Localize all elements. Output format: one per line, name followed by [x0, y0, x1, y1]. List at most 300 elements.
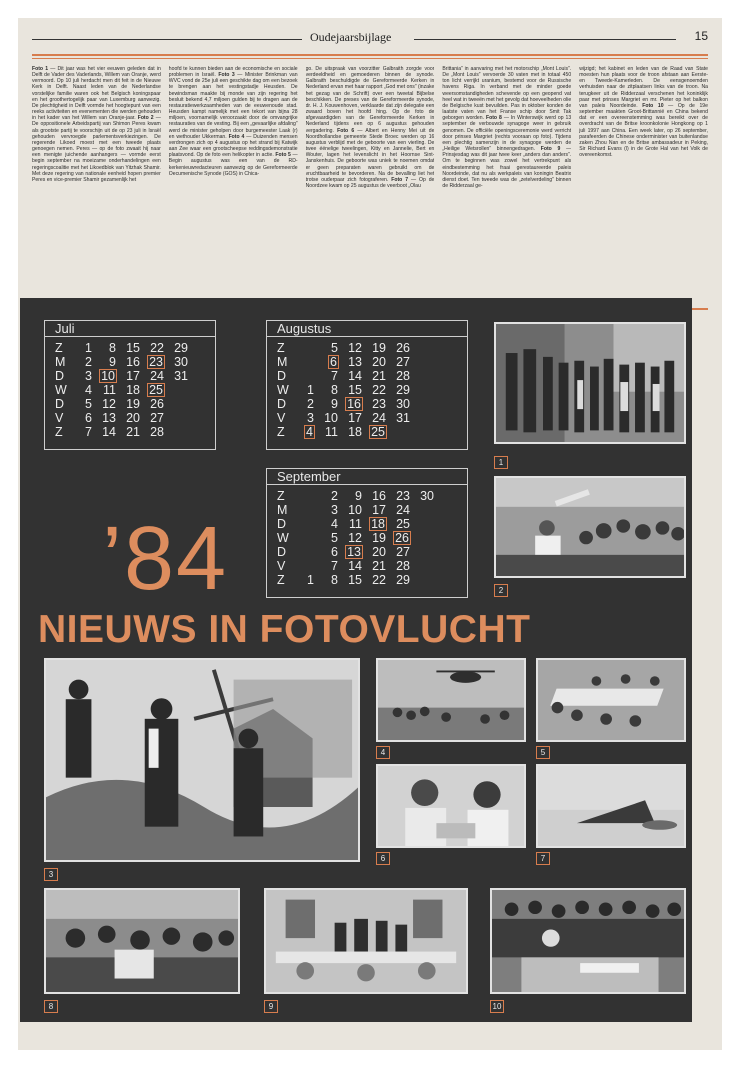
calendar-row — [55, 397, 193, 411]
calendar-row — [277, 545, 439, 559]
photo-image — [378, 660, 524, 740]
calendar-date — [415, 531, 439, 545]
calendar-grid — [55, 341, 193, 439]
calendar-date — [97, 341, 121, 355]
calendar-date-value: 12 — [348, 341, 362, 355]
calendar-date-value: 2 — [331, 489, 338, 503]
calendar-date-value: 16 — [372, 489, 386, 503]
photo-image — [46, 890, 238, 992]
calendar-date-value: 28 — [396, 369, 410, 383]
photo-image — [496, 324, 684, 442]
calendar-date — [97, 411, 121, 425]
calendar-date-value: 11 — [325, 425, 338, 439]
calendar-date — [319, 383, 343, 397]
photo-image — [378, 766, 524, 846]
article-text: go. De uitspraak van voorzitter Galbraith zorgde voor verdeeldheid en gemoederen binnen de synode. Galbraith beschuldigde de Gereformeerde Kerken in Nederland ervan met haar rapport „God met ons” (inzake het gezag van de Schrift) over een tweetal Bijbelse beschikken. De preses van de Gereformeerde synode, dr. H. J. Kouwenhoven, verklaarde dat zijn delegatie een zwaard boven het hoofd hing. Op de foto de afgevaardigden van de Gereformeerde Kerken in Nederland tijdens een op 6 augustus gehouden vergadering. Foto 6 — Albert en Henny Mei uit de Noordhollandse gemeente Stede Broec werden op 16 augustus verblijd met de geboorte van een vierling. De twee éénelige tweelingen, Kitty en Jannelie, Bert en Wouter, lagen het levenslicht in het Hoornse Sint-Janskenhuis. De geboorte was uniek te noemen omdat er geen preparaten waren gebruikt om de vruchtbaarheid te bevorderen. Na de bevalling liet het trotse ouderpaar zich fotograferen. Foto 7 — Op de Noordzee kwam op 25 augustus de veerboot „Olau — [305, 66, 435, 189]
calendar-date-value: 18 — [348, 425, 362, 439]
calendar-date — [343, 355, 367, 369]
photo-number: 9 — [264, 1000, 278, 1013]
calendar-date-value: 24 — [396, 503, 410, 517]
calendar-date-value: 17 — [126, 369, 140, 383]
calendar-date — [319, 517, 343, 531]
calendar-row — [55, 369, 193, 383]
article-column-1 — [32, 66, 161, 306]
calendar-date — [73, 341, 97, 355]
photo-quadruplets-parents — [376, 764, 526, 848]
calendar-date — [367, 355, 391, 369]
calendar-weekday: D — [277, 397, 287, 411]
article-text: hoofd te kunnen bieden aan de economische en sociale problemen in Israël. Foto 3 — Minister Brinkman van WVC vond de 25e juli een geschikte dag om een bezoek te brengen aan het vestingstadje Heusden. De bewindsman maakte bij monde van zijn regering het besluit bekend 4,7 miljoen gulden bij te dragen aan de restauratiewerkzaamheden van de eeuwenoude stad. Heusden kampt namelijk met een tekort van bijna 28 miljoen, voornamelijk veroorzaakt door de omvangrijke restauraties van de vesting. Bij een „gevaarlijke afdaling” werd de minister geholpen door burgemeester Laak (r) en wethouder Ukkerman. Foto 4 — Duizenden mensen verdrongen zich op 4 augustus op het strand bij Katwijk aan Zee waar een grootscheepse reddingsdemonstratie plaatsvond. Op de foto een helikopter in actie. Foto 5 — Begin augustus was een van de RD-kerkenieuwredacteuren aanwezig op de Gereformeerde Oecumenische Synode (GOS) in Chica- — [168, 66, 298, 177]
article-column-4 — [442, 66, 571, 306]
calendar-date-value: 16 — [126, 355, 140, 369]
photo-image — [266, 890, 466, 992]
calendar-date — [295, 489, 319, 503]
calendar-row — [55, 383, 193, 397]
calendar-date — [415, 517, 439, 531]
article-column-2 — [169, 66, 298, 306]
calendar-weekday: D — [277, 517, 287, 531]
calendar-date-value: 5 — [85, 397, 92, 411]
calendar-date — [169, 369, 193, 383]
calendar-date — [169, 383, 193, 397]
calendar-date — [169, 397, 193, 411]
photo-helicopter-rescue — [376, 658, 526, 742]
calendar-date — [319, 397, 343, 411]
calendar-date-value: 3 — [85, 369, 92, 383]
calendar-date-value: 14 — [348, 369, 362, 383]
calendar-date-value: 14 — [102, 425, 116, 439]
calendar-date — [367, 517, 391, 531]
calendar-weekday: V — [277, 411, 286, 425]
calendar-date — [73, 425, 97, 439]
calendar-date-value: 8 — [331, 383, 338, 397]
calendar-date — [121, 425, 145, 439]
calendar-date-value: 29 — [396, 383, 410, 397]
calendar-weekday: V — [277, 559, 286, 573]
calendar-date-value: 5 — [331, 341, 338, 355]
calendar-row — [277, 397, 415, 411]
calendar-date — [145, 425, 169, 439]
article-text: wijzigd; het kabinet en leden van de Raad van State moesten hun plaats voor de troon afstaan aan Eerste- en Tweede-Kamerleden. De eensgenoemden verhuisden naar de zitplaatsen links van de troon. Na terugkeer uit de Ridderzaal verschenen het koninklijk paar met prinses Margriet en mr. Pieter op het balkon van paleis Noordeinde. Foto 10 — Op de 19e september maakten Groot-Brittannië en China bekend dat er een overeenstemming was bereikt over de overdracht van de Britse kroonkolonie Hongkong op 1 juli 1997 aan China. Een week later, op 26 september, parafeerden de Chinese onderminister van buitenlandse zaken Zhou Nan en de Britse ambassadeur in Peking, Sir Richard Evans (l) in de Grote Hal van het Volk de overeenkomst. — [579, 66, 708, 159]
calendar-date — [169, 355, 193, 369]
article-column-5 — [579, 66, 708, 306]
calendar-date — [367, 531, 391, 545]
calendar-date-value: 6 — [85, 411, 92, 425]
calendar-date — [343, 517, 367, 531]
calendar-date-value: 18 — [371, 517, 385, 531]
calendar-september — [266, 468, 468, 598]
calendar-row — [55, 355, 193, 369]
calendar-date — [391, 425, 415, 439]
calendar-date-value: 30 — [420, 489, 434, 503]
calendar-date — [145, 397, 169, 411]
calendar-row — [55, 425, 193, 439]
calendar-date — [367, 425, 391, 439]
calendar-date-value: 12 — [102, 397, 116, 411]
calendar-date-value: 1 — [85, 341, 92, 355]
article-columns — [32, 66, 708, 306]
calendar-weekday: D — [55, 369, 65, 383]
calendar-date-value: 22 — [150, 341, 164, 355]
calendar-row — [55, 411, 193, 425]
photo-synagogue-winterswijk — [44, 888, 240, 994]
section-title: Oudejaarsbijlage — [310, 30, 392, 44]
photo-peres-crowd — [494, 476, 686, 578]
calendar-date — [343, 411, 367, 425]
calendar-date-value: 29 — [396, 573, 410, 587]
calendar-weekday: D — [277, 545, 287, 559]
calendar-date-value: 21 — [126, 425, 140, 439]
calendar-date — [319, 545, 343, 559]
calendar-row — [55, 341, 193, 355]
calendar-date — [97, 397, 121, 411]
calendar-date — [391, 545, 415, 559]
calendar-date — [415, 559, 439, 573]
photo-number: 5 — [536, 746, 550, 759]
calendar-weekday: M — [277, 355, 288, 369]
calendar-date — [73, 411, 97, 425]
calendar-date — [121, 355, 145, 369]
calendar-date — [295, 545, 319, 559]
photo-number: 8 — [44, 1000, 58, 1013]
calendar-date-value: 5 — [331, 531, 338, 545]
calendar-date — [343, 341, 367, 355]
calendar-date — [343, 545, 367, 559]
calendar-date — [319, 425, 343, 439]
calendar-weekday: M — [277, 503, 288, 517]
calendar-date-value: 14 — [348, 559, 362, 573]
calendar-date-value: 7 — [331, 369, 338, 383]
calendar-july — [44, 320, 216, 450]
calendar-date — [319, 573, 343, 587]
calendar-date-value: 3 — [331, 503, 338, 517]
calendar-weekday: Z — [277, 573, 285, 587]
calendar-date-value: 9 — [355, 489, 362, 503]
calendar-weekday: Z — [55, 425, 63, 439]
calendar-date-value: 21 — [372, 559, 386, 573]
calendar-date-value: 26 — [396, 341, 410, 355]
calendar-row — [277, 503, 439, 517]
calendar-date — [343, 489, 367, 503]
calendar-date-value: 28 — [396, 559, 410, 573]
calendar-date — [319, 355, 343, 369]
calendar-row — [277, 383, 415, 397]
calendar-date — [367, 559, 391, 573]
photo-balcony-noordeinde — [264, 888, 468, 994]
calendar-date-value: 2 — [307, 397, 314, 411]
calendar-date — [391, 383, 415, 397]
calendar-row — [277, 573, 439, 587]
calendar-date — [145, 341, 169, 355]
header-rule-right — [414, 39, 676, 40]
calendar-date-value: 4 — [85, 383, 92, 397]
calendar-date — [319, 369, 343, 383]
calendar-date-value: 13 — [102, 411, 116, 425]
calendar-date — [391, 369, 415, 383]
article-column-3 — [306, 66, 435, 306]
photo-number: 4 — [376, 746, 390, 759]
calendar-date — [295, 341, 319, 355]
calendar-date-value: 27 — [150, 411, 164, 425]
calendar-date-value: 16 — [347, 397, 361, 411]
calendar-date — [97, 425, 121, 439]
calendar-row — [277, 559, 439, 573]
calendar-date — [343, 531, 367, 545]
calendar-date-value: 15 — [348, 383, 362, 397]
calendar-date — [121, 397, 145, 411]
calendar-row — [277, 425, 415, 439]
calendar-date-value: 26 — [150, 397, 164, 411]
calendar-date — [319, 411, 343, 425]
calendar-date-value: 26 — [395, 531, 409, 545]
calendar-date — [97, 383, 121, 397]
calendar-date — [169, 341, 193, 355]
calendar-row — [277, 489, 439, 503]
calendar-date — [367, 341, 391, 355]
calendar-date — [73, 369, 97, 383]
page-header — [18, 28, 722, 48]
photo-royal-commemoration — [494, 322, 686, 444]
photo-image — [492, 890, 684, 992]
calendar-date — [367, 411, 391, 425]
calendar-date — [73, 383, 97, 397]
calendar-date — [367, 383, 391, 397]
calendar-date-value: 18 — [126, 383, 140, 397]
calendar-date — [343, 573, 367, 587]
calendar-date-value: 23 — [149, 355, 163, 369]
calendar-date-value: 25 — [149, 383, 163, 397]
top-accent-rule — [32, 54, 708, 56]
photo-number: 7 — [536, 852, 550, 865]
calendar-date-value: 6 — [331, 545, 338, 559]
calendar-date-value: 17 — [372, 503, 386, 517]
calendar-month-title: September — [267, 469, 467, 485]
calendar-date — [295, 369, 319, 383]
page-number: 15 — [694, 29, 708, 43]
calendar-date-value: 1 — [307, 383, 314, 397]
calendar-date-value: 24 — [150, 369, 164, 383]
photo-feature-panel — [20, 298, 692, 1022]
calendar-date-value: 24 — [372, 411, 386, 425]
calendar-date — [391, 573, 415, 587]
calendar-date — [169, 425, 193, 439]
calendar-date-value: 21 — [372, 369, 386, 383]
calendar-row — [277, 411, 415, 425]
calendar-grid — [277, 489, 439, 587]
calendar-date — [343, 383, 367, 397]
calendar-date — [295, 425, 319, 439]
calendar-date — [295, 383, 319, 397]
calendar-date-value: 9 — [331, 397, 338, 411]
photo-image — [538, 766, 684, 846]
calendar-date-value: 17 — [348, 411, 362, 425]
calendar-weekday: Z — [277, 489, 285, 503]
calendar-date — [73, 397, 97, 411]
top-accent-rule-thin — [32, 58, 708, 59]
calendar-date — [343, 503, 367, 517]
calendar-date — [391, 503, 415, 517]
photo-sunken-ship — [536, 764, 686, 848]
calendar-weekday: W — [277, 531, 289, 545]
photo-image — [496, 478, 684, 576]
calendar-date — [391, 355, 415, 369]
calendar-month-title: Augustus — [267, 321, 467, 337]
calendar-weekday: D — [55, 397, 65, 411]
calendar-date-value: 10 — [101, 369, 115, 383]
calendar-date-value: 7 — [331, 559, 338, 573]
calendar-weekday: D — [277, 369, 287, 383]
calendar-date — [319, 531, 343, 545]
calendar-date-value: 27 — [396, 545, 410, 559]
calendar-date — [391, 517, 415, 531]
calendar-date — [319, 503, 343, 517]
calendar-date — [145, 355, 169, 369]
calendar-date — [169, 411, 193, 425]
calendar-date-value: 19 — [126, 397, 140, 411]
calendar-date-value: 2 — [85, 355, 92, 369]
calendar-date — [343, 369, 367, 383]
calendar-date-value: 22 — [372, 383, 386, 397]
calendar-date — [295, 531, 319, 545]
photo-minister-heusden — [44, 658, 360, 862]
header-rule-left — [32, 39, 302, 40]
calendar-date-value: 13 — [347, 545, 361, 559]
calendar-date-value: 25 — [371, 425, 385, 439]
calendar-row — [277, 517, 439, 531]
calendar-date — [415, 573, 439, 587]
calendar-date — [295, 411, 319, 425]
calendar-grid — [277, 341, 415, 439]
calendar-date — [121, 411, 145, 425]
calendar-date-value: 11 — [103, 383, 116, 397]
calendar-date-value: 12 — [348, 531, 362, 545]
calendar-date — [295, 559, 319, 573]
photo-number: 3 — [44, 868, 58, 881]
calendar-date — [121, 341, 145, 355]
calendar-date — [145, 369, 169, 383]
calendar-date-value: 3 — [307, 411, 314, 425]
calendar-date-value: 15 — [348, 573, 362, 587]
calendar-date — [295, 355, 319, 369]
calendar-date-value: 8 — [331, 573, 338, 587]
calendar-date-value: 6 — [330, 355, 337, 369]
calendar-date — [415, 545, 439, 559]
calendar-date-value: 9 — [109, 355, 116, 369]
calendar-date — [391, 411, 415, 425]
calendar-date-value: 28 — [150, 425, 164, 439]
photo-number: 2 — [494, 584, 508, 597]
calendar-date — [319, 559, 343, 573]
photo-hongkong-signing — [490, 888, 686, 994]
calendar-date-value: 7 — [85, 425, 92, 439]
calendar-date — [97, 369, 121, 383]
calendar-weekday: Z — [277, 341, 285, 355]
calendar-august — [266, 320, 468, 450]
calendar-date — [367, 489, 391, 503]
calendar-date — [145, 411, 169, 425]
calendar-weekday: M — [55, 355, 66, 369]
calendar-date — [391, 341, 415, 355]
calendar-date-value: 13 — [348, 355, 362, 369]
calendar-date-value: 4 — [306, 425, 313, 439]
article-text: Foto 1 — Dit jaar was het vier eeuwen geleden dat in Delft de Vader des Vaderlands, Willem van Oranje, werd vermoord. Op 10 juli herdacht men dit feit in de Nieuwe Kerk in Delft. Naast leden van de Nederlandse vorstelijke familie waren ook het Belgisch koningspaar en het groothertogelijk paar van Luxemburg aanwezig. De plechtigheid in Delft vormde het hoogtepunt van een reeks activiteiten en evenementen die werden gehouden in het kader van het Willem van Oranje-jaar. Foto 2 — De oppositionele Arbeidspartij van Shimon Peres kwam als grootste partij te voorschijn uit de op 23 juli in Israël gehouden vervroegde parlementsverkiezingen. De regerende Likoed moest met een tweede plaats genoegen nemen. Peres — op de foto zwaait hij naar een menigte juichende aanhangers — vormde eerst begin september na moeizame onderhandelingen een regeringscoalitie met het Likoedblok van Yitzhak Shamir. Met deze regering van nationale eenheid hopen premier Peres en vice-premier Shamir gezamenlijk het — [32, 66, 161, 183]
photo-synod-meeting — [536, 658, 686, 742]
calendar-date — [391, 397, 415, 411]
calendar-date — [295, 397, 319, 411]
photo-image — [538, 660, 684, 740]
calendar-date — [121, 369, 145, 383]
calendar-date — [73, 355, 97, 369]
calendar-date — [367, 369, 391, 383]
calendar-date-value: 25 — [396, 517, 410, 531]
calendar-weekday: W — [277, 383, 289, 397]
calendar-date-value: 27 — [396, 355, 410, 369]
calendar-date — [97, 355, 121, 369]
calendar-date — [343, 559, 367, 573]
calendar-date-value: 10 — [324, 411, 338, 425]
calendar-row — [277, 369, 415, 383]
calendar-date — [415, 503, 439, 517]
calendar-date-value: 30 — [174, 355, 188, 369]
calendar-date-value: 19 — [372, 341, 386, 355]
calendar-weekday: W — [55, 383, 67, 397]
photo-number: 10 — [490, 1000, 504, 1013]
calendar-date — [391, 489, 415, 503]
calendar-date — [415, 489, 439, 503]
calendar-date — [145, 383, 169, 397]
calendar-date-value: 23 — [372, 397, 386, 411]
calendar-date — [367, 545, 391, 559]
calendar-date — [367, 573, 391, 587]
calendar-weekday: V — [55, 411, 64, 425]
calendar-date-value: 31 — [174, 369, 188, 383]
calendar-date-value: 8 — [109, 341, 116, 355]
calendar-date-value: 11 — [349, 517, 362, 531]
calendar-date — [295, 503, 319, 517]
photo-number: 1 — [494, 456, 508, 469]
calendar-date-value: 1 — [307, 573, 314, 587]
calendar-date-value: 20 — [126, 411, 140, 425]
calendar-date-value: 31 — [396, 411, 410, 425]
calendar-date — [391, 531, 415, 545]
calendar-date-value: 23 — [396, 489, 410, 503]
calendar-date-value: 20 — [372, 545, 386, 559]
calendar-date-value: 22 — [372, 573, 386, 587]
calendar-date-value: 15 — [126, 341, 140, 355]
photo-image — [46, 660, 358, 860]
calendar-date — [121, 383, 145, 397]
calendar-date-value: 4 — [331, 517, 338, 531]
calendar-row — [277, 531, 439, 545]
calendar-date — [391, 559, 415, 573]
calendar-date — [367, 397, 391, 411]
calendar-date — [343, 425, 367, 439]
calendar-date — [367, 503, 391, 517]
calendar-date — [295, 517, 319, 531]
calendar-date-value: 30 — [396, 397, 410, 411]
calendar-date-value: 10 — [348, 503, 362, 517]
feature-headline: NIEUWS IN FOTOVLUCHT — [38, 608, 531, 651]
calendar-date-value: 29 — [174, 341, 188, 355]
photo-number: 6 — [376, 852, 390, 865]
calendar-row — [277, 341, 415, 355]
calendar-weekday: Z — [277, 425, 285, 439]
calendar-date — [295, 573, 319, 587]
article-text: Brittania” in aanvaring met het motorschip „Mont Louis”. De „Mont Louis” vervoerde 30 vaten met in totaal 450 ton licht verrijkt uranium, bestemd voor de Russische havens Riga. In verband met de minder goede weersomstandigheden schevende op een geopend vat heel wat in tweeën met het gevolg dat hoeveelheden olie de Belgische kust bevuilden. Pas in oktober konden de laatste vaten van het Franse schip door Smit Tak geborgen worden. Foto 8 — In Winterswijk werd op 13 september de verbouwde synagoge weer in gebruik genomen. De officiële openingsceremonie werd verricht door prinses Margriet (rechts vooraan op foto). Tijdens een plechtig samenzijn in de synagoge werden de „Heilige Wetsrollen” binnengedragen. Foto 9 — Prinsjesdag was dit jaar twee keer „anders dan anders”. Om te beginnen was zowel het vertrekpunt als eindbestemming het fraai gerestaureerde paleis Noordeinde, dat nu als werkpaleis van koningin Beatrix dienst doet. Ten tweede was de „zetelverdeling” binnen de Ridderzaal ge- — [442, 66, 572, 189]
calendar-date-value: 20 — [372, 355, 386, 369]
calendar-row — [277, 355, 415, 369]
calendar-date — [319, 489, 343, 503]
